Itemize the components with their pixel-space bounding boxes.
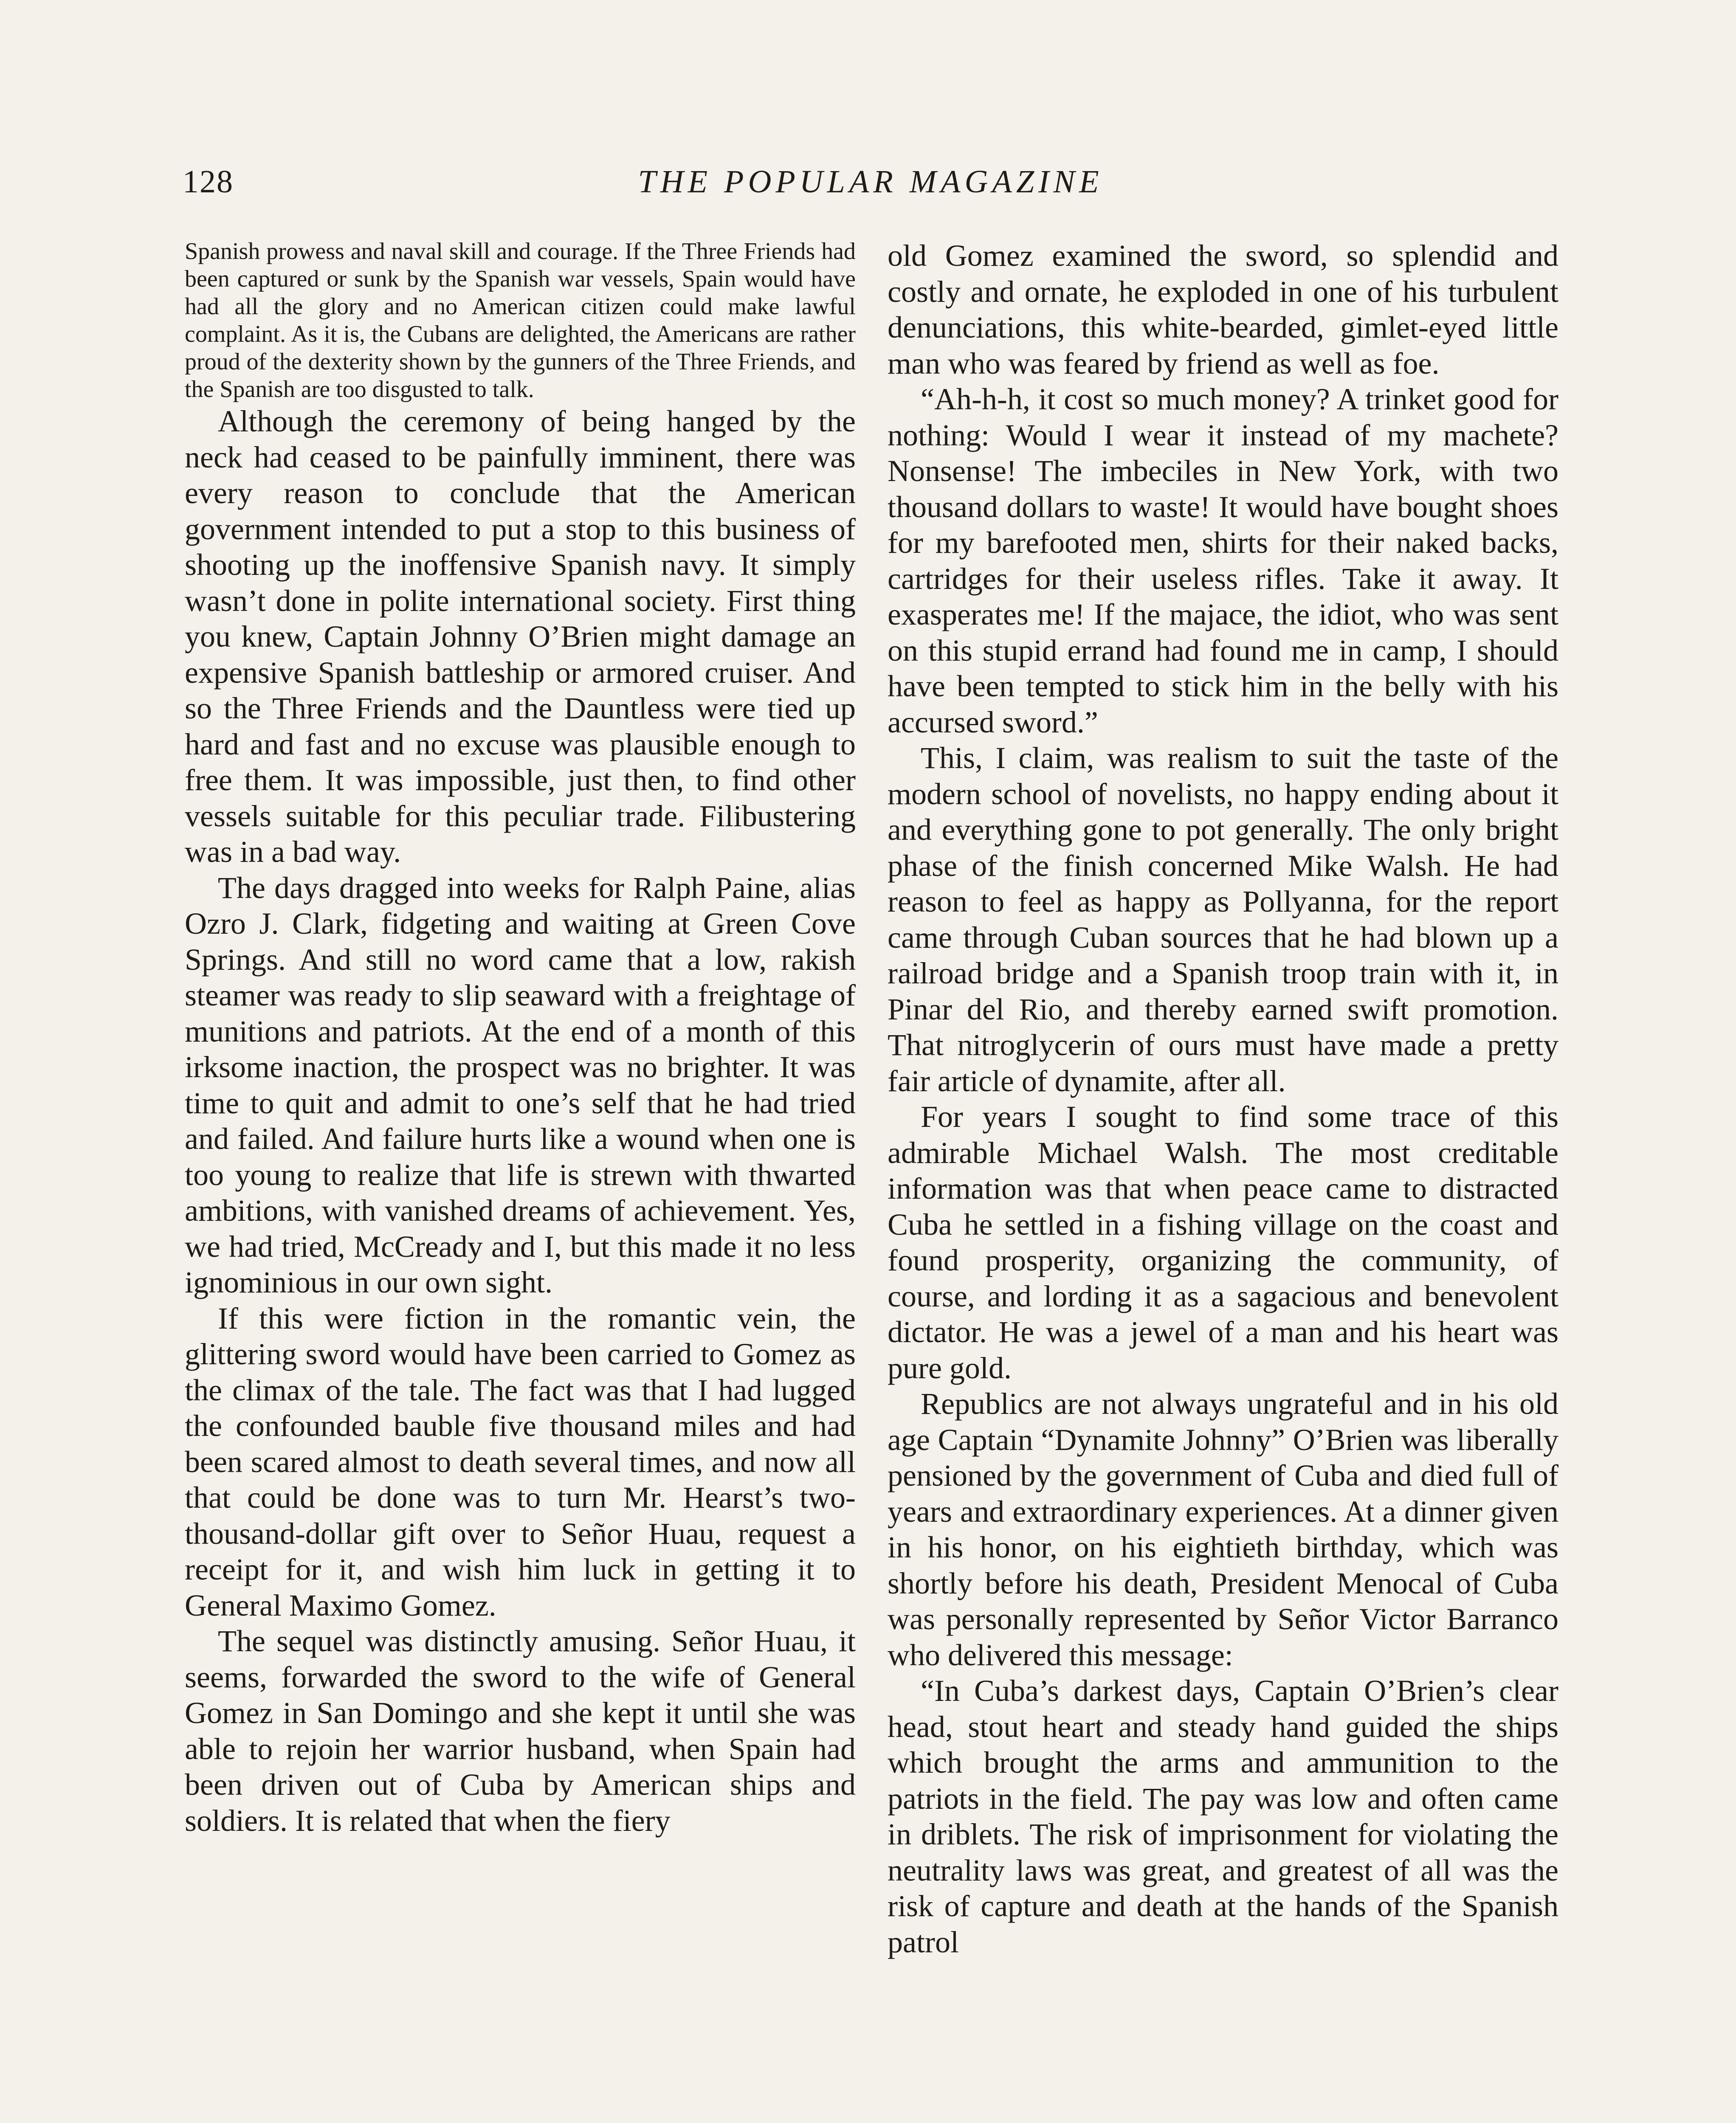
paragraph-continuation: old Gomez examined the sword, so splendid and costly and ornate, he exploded in one of his turbulent denunciations, this white-bearded, gimlet-eyed little man who was feared by friend as well as foe. <box>888 239 1558 380</box>
paragraph: Although the ceremony of being hanged by the neck had ceased to be painfully imminent, there was every reason to conclude that the American government intended to put a stop to this business of shooting up the inoffensive Spanish navy. It simply wasn’t done in polite international society. First thing you knew, Captain Johnny O’Brien might damage an expensive Spanish battleship or armored cruiser. And so the Three Friends and the Dauntless were tied up hard and fast and no excuse was plausible enough to free them. It was impossible, just then, to find other vessels suitable for this peculiar trade. Filibustering was in a bad way. <box>185 404 856 869</box>
left-column <box>185 238 856 1839</box>
quoted-dispatch: Spanish prowess and naval skill and courage. If the Three Friends had been captured or sunk by the Spanish war vessels, Spain would have had all the glory and no American citizen could make lawful complaint. As it is, the Cubans are delighted, the Americans are rather proud of the dexterity shown by the gunners of the Three Friends, and the Spanish are too disgusted to talk. <box>185 238 856 403</box>
paragraph: “Ah-h-h, it cost so much money? A trinket good for nothing: Would I wear it instead of my machete? Nonsense! The imbeciles in New York, with two thousand dollars to waste! It would have bought shoes for my barefooted men, shirts for their naked backs, cartridges for their useless rifles. Take it away. It exasperates me! If the majace, the idiot, who was sent on this stupid errand had found me in camp, I should have been tempted to stick him in the belly with his accursed sword.” <box>888 382 1558 739</box>
page-number: 128 <box>183 164 234 200</box>
paragraph: The days dragged into weeks for Ralph Paine, alias Ozro J. Clark, fidgeting and waiting at Green Cove Springs. And still no word came that a low, rakish steamer was ready to slip seaward with a freightage of munitions and patriots. At the end of a month of this irksome inaction, the prospect was no brighter. It was time to quit and admit to one’s self that he had tried and failed. And failure hurts like a wound when one is too young to realize that life is strewn with thwarted ambitions, with vanished dreams of achievement. Yes, we had tried, McCready and I, but this made it no less ignominious in our own sight. <box>185 870 856 1299</box>
running-head-title: THE POPULAR MAGAZINE <box>638 164 1103 200</box>
paragraph: Republics are not always ungrateful and in his old age Captain “Dynamite Johnny” O’Brien was liberally pensioned by the government of Cuba and died full of years and extraordinary experiences. At a dinner given in his honor, on his eightieth birthday, which was shortly before his death, President Menocal of Cuba was personally represented by Señor Victor Barranco who delivered this message: <box>888 1387 1558 1672</box>
paragraph: This, I claim, was realism to suit the taste of the modern school of novelists, no happy ending about it and everything gone to pot generally. The only bright phase of the finish concerned Mike Walsh. He had reason to feel as happy as Pollyanna, for the report came through Cuban sources that he had blown up a railroad bridge and a Spanish troop train with it, in Pinar del Rio, and thereby earned swift promotion. That nitroglycerin of ours must have made a pretty fair article of dynamite, after all. <box>888 741 1558 1098</box>
paragraph: If this were fiction in the romantic vein, the glittering sword would have been carried to Gomez as the climax of the tale. The fact was that I had lugged the confounded bauble five thousand miles and had been scared almost to death several times, and now all that could be done was to turn Mr. Hearst’s two-thousand-dollar gift over to Señor Huau, request a receipt for it, and wish him luck in getting it to General Maximo Gomez. <box>185 1301 856 1622</box>
paragraph: “In Cuba’s darkest days, Captain O’Brien’s clear head, stout heart and steady hand guided the ships which brought the arms and ammunition to the patriots in the field. The pay was low and often came in driblets. The risk of imprisonment for violating the neutrality laws was great, and greatest of all was the risk of capture and death at the hands of the Spanish patrol <box>888 1674 1558 1959</box>
paragraph: The sequel was distinctly amusing. Señor Huau, it seems, forwarded the sword to the wife of General Gomez in San Domingo and she kept it until she was able to rejoin her warrior husband, when Spain had been driven out of Cuba by American ships and soldiers. It is related that when the fiery <box>185 1624 856 1838</box>
paragraph: For years I sought to find some trace of this admirable Michael Walsh. The most creditable information was that when peace came to distracted Cuba he settled in a fishing village on the coast and found prosperity, organizing the community, of course, and lording it as a sagacious and benevolent dictator. He was a jewel of a man and his heart was pure gold. <box>888 1100 1558 1385</box>
right-column <box>888 238 1558 1960</box>
